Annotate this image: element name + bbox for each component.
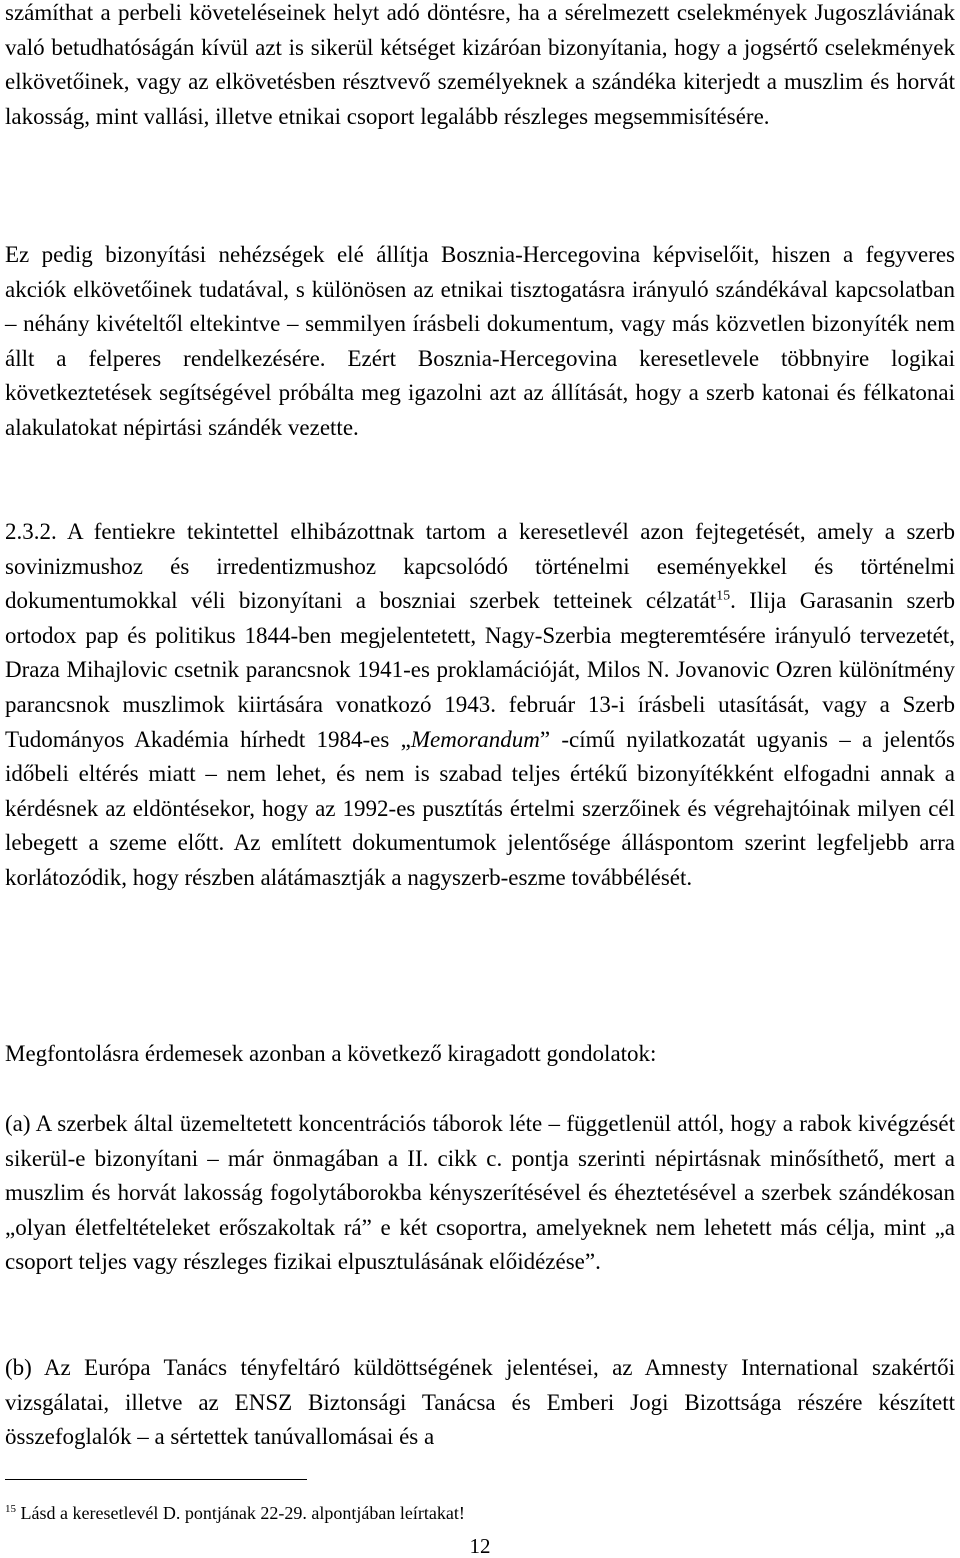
paragraph-text-part: ” -című nyilatkozatát ugyanis – a jelentős időbeli eltérés miatt – nem lehet, és nem is szabad teljes értékű bizonyítékként elfogadni annak a kérdésnek az eldöntésekor, hogy az 1992-es pusztítás értelmi szerzőinek és végrehajtóinak milyen cél lebegett a szeme előtt. Az említett dokumentumok jelentősége álláspontom szerint legfeljebb arra korlátozódik, hogy részben alátámasztják a nagyszerb-eszme továbbélését. xyxy=(5,726,956,890)
paragraph-intro-continuation: számíthat a perbeli követeléseinek helyt adó döntésre, ha a sérelmezett cselekmények Jugoszláviának való betudhatóságán kívül azt is sikerül kétséget kizáróan bizonyítania, hogy a jogsértő cselekmények elkövetőinek, vagy az elkövetésben résztvevő személyeknek a szándéka kiterjedt a muszlim és horvát lakosság, mint vallási, illetve etnikai csoport legalább részleges megsemmisítésére. xyxy=(5,0,955,129)
paragraph-text-part: . Ilija Garasanin szerb ortodox pap és politikus 1844-ben megjelentetett, Nagy-Szerbia megteremtésére irányuló tervezetét, Draza Mihajlovic csetnik parancsnok 1941-es proklamációját, Milos N. Jovanovic Ozren különítmény parancsnok muszlimok kiirtására vonatkozó 1943. február 13-i írásbeli utasítását, vagy a Szerb Tudományos Akadémia hírhedt 1984-es „ xyxy=(5,588,955,752)
paragraph-section-2-3-2 xyxy=(5,515,955,896)
paragraph-point-b: (b) Az Európa Tanács tényfeltáró küldöttségének jelentései, az Amnesty International szakértői vizsgálatai, illetve az ENSZ Biztonsági Tanácsa és Emberi Jogi Bizottsága részére készített összefoglalók – a sértettek tanúvallomásai és a xyxy=(5,1355,955,1450)
footnote xyxy=(5,1502,465,1524)
footnote-number: 15 xyxy=(5,1503,16,1515)
footnote-text: Lásd a keresetlevél D. pontjának 22-29. alpontjában leírtakat! xyxy=(16,1503,465,1523)
paragraph-point-a: (a) A szerbek által üzemeltetett koncentrációs táborok léte – függetlenül attól, hogy a rabok kivégzését sikerül-e bizonyítani – már önmagában a II. cikk c. pontja szerinti népirtásnak minősíthető, mert a muszlim és horvát lakosság fogolytáborokba kényszerítésével és éheztetésével a szerbek szándékosan „olyan életfeltételeket erőszakoltak rá” e két csoportra, amelyeknek nem lehetett más célja, mint „a csoport teljes vagy részleges fizikai elpusztulásának előidézése”. xyxy=(5,1111,955,1275)
paragraph-considerations-intro: Megfontolásra érdemesek azonban a következő kiragadott gondolatok: xyxy=(5,1041,657,1066)
memorandum-title: Memorandum xyxy=(410,726,540,752)
footnote-reference: 15 xyxy=(716,588,731,604)
footnote-divider xyxy=(5,1479,307,1480)
paragraph-text-part: 2.3.2. A fentiekre tekintettel elhibázottnak tartom a keresetlevél azon fejtegetését, amely a szerb sovinizmushoz és irredentizmushoz kapcsolódó történelmi eseményekkel és történelmi dokumentumokkal véli bizonyítani a boszniai szerbek tetteinek célzatát xyxy=(5,519,955,614)
paragraph-evidentiary-difficulties: Ez pedig bizonyítási nehézségek elé állítja Bosznia-Hercegovina képviselőit, hiszen a fegyveres akciók elkövetőinek tudatával, s különösen az etnikai tisztogatásra irányuló szándékával kapcsolatban – néhány kivételtől eltekintve – semmilyen írásbeli dokumentum, vagy más közvetlen bizonyíték nem állt a felperes rendelkezésére. Ezért Bosznia-Hercegovina keresetlevele többnyire logikai következtetések segítségével próbálta meg igazolni azt az állítását, hogy a szerb katonai és félkatonai alakulatokat népirtási szándék vezette. xyxy=(5,242,955,440)
page-number: 12 xyxy=(469,1534,491,1558)
